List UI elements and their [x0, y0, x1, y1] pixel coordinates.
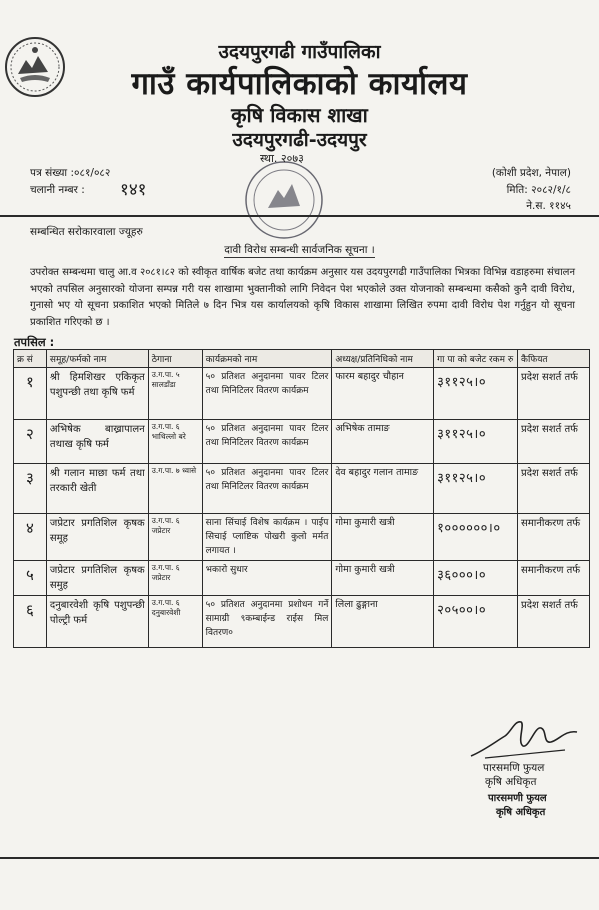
cell-chair: लिला ढुङ्गाना [332, 596, 434, 648]
addressee: सम्बन्धित सरोकारवाला ज्यूहरु [30, 226, 143, 238]
cell-name: अभिषेक बाख्रापालन तथाख कृषि फर्म [46, 420, 148, 464]
cell-name: दनुबारवेशी कृषि पशुपन्छी पोल्ट्री फर्म [46, 596, 148, 648]
cell-name: श्री गलान माछा फर्म तथा तरकारी खेती [46, 464, 148, 514]
cell-remark: समानीकरण तर्फ [518, 514, 590, 561]
col-header-program: कार्यक्रमको नाम [202, 350, 332, 368]
cell-program: ५० प्रतिशत अनुदानमा पावर टिलर तथा मिनिटिलर वितरण कार्यक्रम [202, 464, 332, 514]
org-name: उदयपुरगढी गाउँपालिका [218, 41, 381, 63]
cell-remark: प्रदेश सशर्त तर्फ [518, 596, 590, 648]
cell-sn: ५ [14, 561, 47, 596]
table-row [14, 514, 590, 561]
stamp-name: पारसमणी फुयल [488, 793, 547, 804]
letter-body: उपरोक्त सम्बन्धमा चालु आ.व २०८१।८२ को स्वीकृत वार्षिक बजेट तथा कार्यक्रम अनुसार यस उदयपुरगढी गाउँपालिका भित्रका विभिन्न वडाहरुमा संचालन भएको तपसिल अनुसारको योजना सम्पन्न गरी यस शाखामा भुक्तानीको लागि निवेदन पेश भएकोले उक्त योजनाको सम्बन्धमा कसैको कुनै दावी विरोध, गुनासो भए यो सूचना प्रकाशित भएको मितिले ७ दिन भित्र यस कार्यालयको कृषि विकास शाखामा लिखित रुपमा दावी विरोध पेश गर्नुहुन यो सूचना प्रकाशित गरिएको छ । [30, 267, 575, 328]
table-row [14, 596, 590, 648]
table-row [14, 561, 590, 596]
stamp-title: कृषि अधिकृत [496, 807, 546, 818]
cell-sn: २ [14, 420, 47, 464]
cell-address: उ.ग.पा. ६ दनुबारवेशी [148, 596, 202, 648]
project-table [13, 349, 590, 648]
handwritten-signature [465, 712, 585, 762]
col-header-sn: क्र सं [14, 350, 47, 368]
table-row [14, 464, 590, 514]
cell-budget: ३११२५।० [434, 368, 518, 420]
nepal-samvat-date: ने.स. ११४५ [526, 200, 571, 212]
chalani-number: १४१ [120, 180, 147, 200]
cell-program: भकारो सुधार [202, 561, 332, 596]
cell-chair: फारम बहादुर चौहान [332, 368, 434, 420]
cell-address: उ.ग.पा. ६ जप्रेटार [148, 514, 202, 561]
cell-program: ५० प्रतिशत अनुदानमा पावर टिलर तथा मिनिटिलर वितरण कार्यक्रम [202, 368, 332, 420]
header-divider [0, 215, 599, 217]
subject-text: दावी विरोध सम्बन्धी सार्वजनिक सूचना । [224, 244, 375, 256]
cell-budget: ३११२५।० [434, 420, 518, 464]
cell-address: उ.ग.पा. ६ भाथिल्लो बरे [148, 420, 202, 464]
col-header-address: ठेगाना [148, 350, 202, 368]
cell-sn: १ [14, 368, 47, 420]
cell-budget: ३६०००।० [434, 561, 518, 596]
cell-remark: प्रदेश सशर्त तर्फ [518, 464, 590, 514]
office-address: उदयपुरगढी-उदयपुर [232, 129, 367, 151]
cell-sn: ४ [14, 514, 47, 561]
office-title: गाउँ कार्यपालिकाको कार्यालय [131, 66, 468, 102]
cell-chair: गोमा कुमारी खत्री [332, 561, 434, 596]
cell-program: ५० प्रतिशत अनुदानमा प्रशोधन गर्ने सामाग्री ९कम्बाईन्ड राईस मिल वितरण० [202, 596, 332, 648]
cell-address: उ.ग.पा. ५ सालडाँडा [148, 368, 202, 420]
table-row [14, 420, 590, 464]
established-year: स्था. २०७३ [260, 152, 304, 165]
cell-remark: समानीकरण तर्फ [518, 561, 590, 596]
table-header-row [14, 350, 590, 368]
cell-remark: प्रदेश सशर्त तर्फ [518, 420, 590, 464]
patra-sankhya: पत्र संख्या :०८१/०८२ [30, 167, 111, 179]
cell-name: श्री हिमशिखर एकिकृत पशुपन्छी तथा कृषि फर्म [46, 368, 148, 420]
cell-program: ५० प्रतिशत अनुदानमा पावर टिलर तथा मिनिटिलर वितरण कार्यक्रम [202, 420, 332, 464]
col-header-budget: गा पा को बजेट रकम रु [434, 350, 518, 368]
cell-chair: गोमा कुमारी खत्री [332, 514, 434, 561]
cell-address: उ.ग.पा. ७ ध्वासे [148, 464, 202, 514]
cell-sn: ६ [14, 596, 47, 648]
tapsil-label: तपसिल : [14, 335, 55, 349]
cell-name: जप्रेटार प्रगतिशिल कृषक समूह [46, 514, 148, 561]
province-label: (कोशी प्रदेश, नेपाल) [491, 167, 571, 179]
cell-remark: प्रदेश सशर्त तर्फ [518, 368, 590, 420]
col-header-remark: कैफियत [518, 350, 590, 368]
cell-chair: देव बहादुर गलान तामाङ [332, 464, 434, 514]
col-header-name: समूह/फर्मको नाम [46, 350, 148, 368]
cell-sn: ३ [14, 464, 47, 514]
cell-budget: ३११२५।० [434, 464, 518, 514]
table-row [14, 368, 590, 420]
cell-program: साना सिंचाई विशेष कार्यक्रम । पाईप सिचाई प्लाष्टिक पोखरी कुलो मर्मत लगायत । [202, 514, 332, 561]
col-header-chair: अध्यक्ष/प्रतिनिधिको नाम [332, 350, 434, 368]
cell-address: उ.ग.पा. ६ जप्रेटार [148, 561, 202, 596]
subject-line [0, 243, 599, 257]
footer-divider [0, 857, 599, 859]
cell-chair: अभिषेक तामाङ [332, 420, 434, 464]
signatory-name: पारसमणि फुयल [483, 762, 545, 774]
cell-budget: १००००००।० [434, 514, 518, 561]
cell-budget: २०५००।० [434, 596, 518, 648]
signatory-title: कृषि अधिकृत [485, 776, 537, 788]
cell-name: जप्रेटार प्रगतिशिल कृषक समुह [46, 561, 148, 596]
chalani-label: चलानी नम्बर : [30, 184, 85, 196]
branch-name: कृषि विकास शाखा [231, 103, 368, 127]
letter-date: मिति: २०८२/१/८ [506, 184, 571, 196]
